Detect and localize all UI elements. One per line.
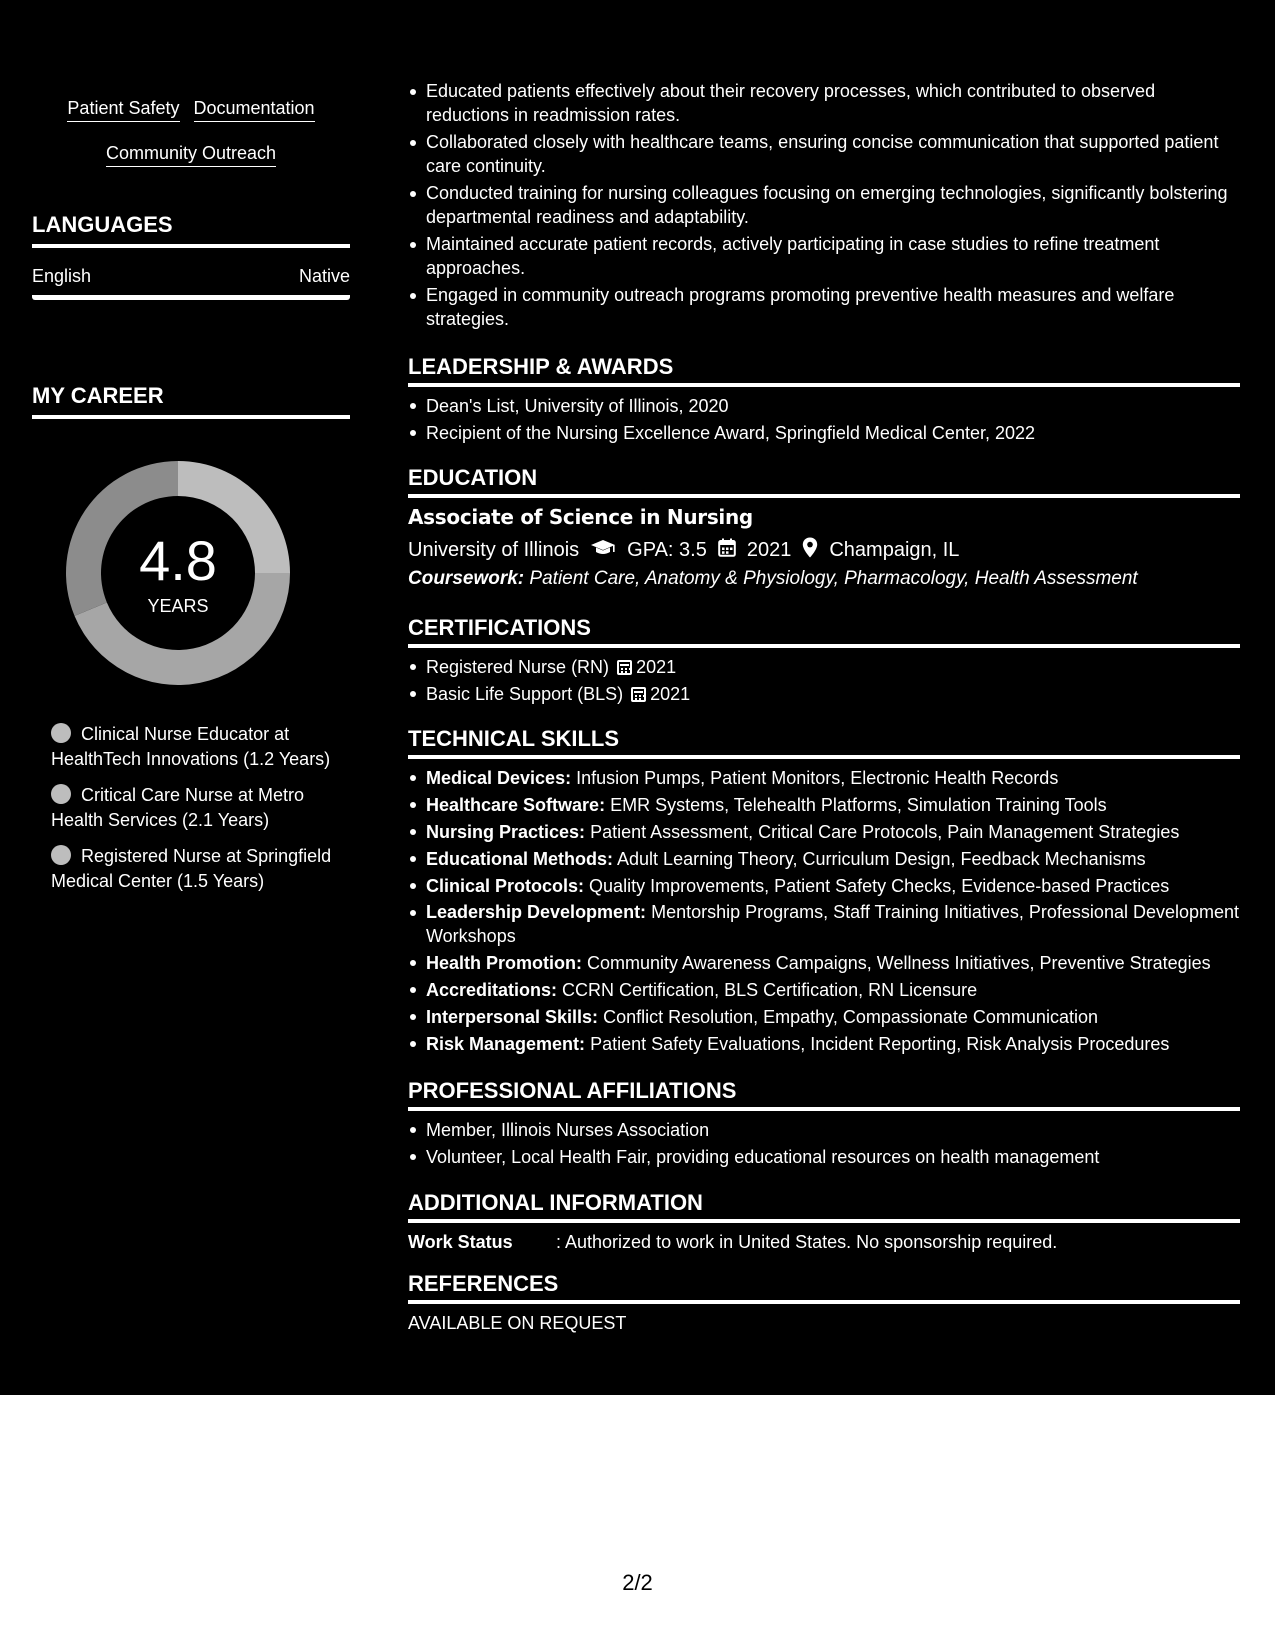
technical-skills-heading: TECHNICAL SKILLS: [408, 726, 1240, 759]
additional-info-heading: ADDITIONAL INFORMATION: [408, 1190, 1240, 1223]
career-item: [51, 722, 341, 771]
graduation-cap-icon: [590, 539, 616, 563]
leadership-heading: LEADERSHIP & AWARDS: [408, 354, 1240, 387]
skill-item: [408, 950, 1240, 977]
skill-value: Quality Improvements, Patient Safety Checks, Evidence-based Practices: [589, 876, 1170, 896]
skill-item: [408, 977, 1240, 1004]
education-school: University of Illinois: [408, 539, 580, 561]
affiliations-heading: PROFESSIONAL AFFILIATIONS: [408, 1078, 1240, 1111]
education-gpa: GPA: 3.5: [627, 539, 707, 561]
skill-item: [408, 819, 1240, 846]
career-heading: MY CAREER: [32, 383, 350, 419]
languages-heading: LANGUAGES: [32, 212, 350, 248]
leadership-item: Dean's List, University of Illinois, 2020: [408, 393, 1240, 420]
skill-value: Patient Assessment, Critical Care Protocols, Pain Management Strategies: [590, 822, 1180, 842]
affiliation-item: Volunteer, Local Health Fair, providing educational resources on health management: [408, 1144, 1240, 1171]
certifications-heading: CERTIFICATIONS: [408, 615, 1240, 648]
education-degree: Associate of Science in Nursing: [408, 505, 753, 529]
experience-bullet: Collaborated closely with healthcare teams, ensuring concise communication that supported patient care continuity.: [408, 130, 1240, 178]
certification-year: 2021: [650, 684, 691, 704]
career-total-unit: YEARS: [147, 596, 209, 616]
skill-item: [408, 765, 1240, 792]
technical-skills-list: [408, 765, 1240, 1058]
skill-label: Medical Devices:: [426, 768, 572, 788]
education-coursework: [408, 568, 1138, 590]
legend-dot: [51, 784, 71, 804]
skill-value: Mentorship Programs, Staff Training Initiatives, Professional Development Workshops: [426, 902, 1240, 946]
education-meta: [408, 537, 959, 564]
skill-tag: Community Outreach: [106, 142, 276, 167]
skill-value: CCRN Certification, BLS Certification, RN Licensure: [562, 980, 978, 1000]
career-item: [51, 844, 341, 893]
references-heading: REFERENCES: [408, 1271, 1240, 1304]
language-row: [32, 266, 350, 300]
experience-bullet: Engaged in community outreach programs promoting preventive health measures and welfare strategies.: [408, 283, 1240, 331]
legend-dot: [51, 723, 71, 743]
skill-label: Accreditations:: [426, 980, 558, 1000]
work-status-value: : Authorized to work in United States. No sponsorship required.: [556, 1232, 1058, 1252]
career-item-label: Critical Care Nurse at Metro Health Services (2.1 Years): [51, 785, 305, 830]
legend-dot: [51, 845, 71, 865]
experience-bullet: Conducted training for nursing colleagues focusing on emerging technologies, significantly bolstering departmental readiness and adaptability.: [408, 181, 1240, 229]
skill-label: Interpersonal Skills:: [426, 1007, 599, 1027]
career-list: [51, 722, 341, 905]
skill-value: Infusion Pumps, Patient Monitors, Electronic Health Records: [576, 768, 1059, 788]
leadership-item: Recipient of the Nursing Excellence Award, Springfield Medical Center, 2022: [408, 420, 1240, 447]
certifications-list: [408, 654, 1240, 708]
skill-label: Leadership Development:: [426, 902, 647, 922]
affiliations-list: [408, 1117, 1240, 1171]
skill-item: [408, 900, 1240, 948]
skill-value: Patient Safety Evaluations, Incident Reporting, Risk Analysis Procedures: [590, 1034, 1170, 1054]
skill-label: Nursing Practices:: [426, 822, 586, 842]
skill-item: [408, 846, 1240, 873]
skill-item: [408, 792, 1240, 819]
career-total-value: 4.8: [139, 529, 217, 592]
language-level: Native: [298, 266, 350, 286]
language-name: English: [32, 266, 92, 286]
certification-name: Registered Nurse (RN): [426, 657, 610, 677]
education-year: 2021: [746, 539, 792, 561]
work-status-label: Work Status: [408, 1232, 513, 1252]
career-item-label: Clinical Nurse Educator at HealthTech Innovations (1.2 Years): [51, 724, 331, 769]
leadership-list: [408, 393, 1240, 447]
work-status: [408, 1232, 1057, 1253]
donut-center: [66, 461, 290, 685]
education-heading: EDUCATION: [408, 465, 1240, 498]
page-number: 2/2: [622, 1570, 653, 1595]
career-item: [51, 783, 341, 832]
skill-label: Clinical Protocols:: [426, 876, 585, 896]
experience-bullet: Educated patients effectively about their recovery processes, which contributed to observed reductions in readmission rates.: [408, 79, 1240, 127]
certification-year: 2021: [636, 657, 677, 677]
affiliation-item: Member, Illinois Nurses Association: [408, 1117, 1240, 1144]
calendar-icon: [631, 687, 646, 702]
skill-value: Adult Learning Theory, Curriculum Design, Feedback Mechanisms: [617, 849, 1146, 869]
coursework-label: Coursework:: [408, 568, 525, 589]
skill-item: [408, 1031, 1240, 1058]
experience-bullets: [408, 79, 1240, 334]
certification-item: [408, 681, 1240, 708]
skill-tag: Documentation: [194, 97, 315, 122]
calendar-icon: [718, 538, 736, 563]
skill-label: Health Promotion:: [426, 953, 582, 973]
certification-name: Basic Life Support (BLS): [426, 684, 624, 704]
skill-tag: Patient Safety: [67, 97, 179, 122]
education-location: Champaign, IL: [829, 539, 960, 561]
skill-label: Risk Management:: [426, 1034, 586, 1054]
career-item-label: Registered Nurse at Springfield Medical Center (1.5 Years): [51, 846, 332, 891]
skill-value: Community Awareness Campaigns, Wellness Initiatives, Preventive Strategies: [587, 953, 1211, 973]
skill-value: EMR Systems, Telehealth Platforms, Simulation Training Tools: [610, 795, 1107, 815]
skill-label: Educational Methods:: [426, 849, 614, 869]
skill-tags: [32, 86, 350, 176]
skill-value: Conflict Resolution, Empathy, Compassionate Communication: [603, 1007, 1098, 1027]
skill-label: Healthcare Software:: [426, 795, 606, 815]
references-text: AVAILABLE ON REQUEST: [408, 1313, 627, 1333]
location-pin-icon: [802, 537, 818, 564]
calendar-icon: [617, 660, 632, 675]
career-donut-chart: [66, 461, 290, 685]
certification-item: [408, 654, 1240, 681]
experience-bullet: Maintained accurate patient records, actively participating in case studies to refine treatment approaches.: [408, 232, 1240, 280]
skill-item: [408, 1004, 1240, 1031]
skill-item: [408, 873, 1240, 900]
coursework-value: Patient Care, Anatomy & Physiology, Pharmacology, Health Assessment: [529, 568, 1138, 589]
